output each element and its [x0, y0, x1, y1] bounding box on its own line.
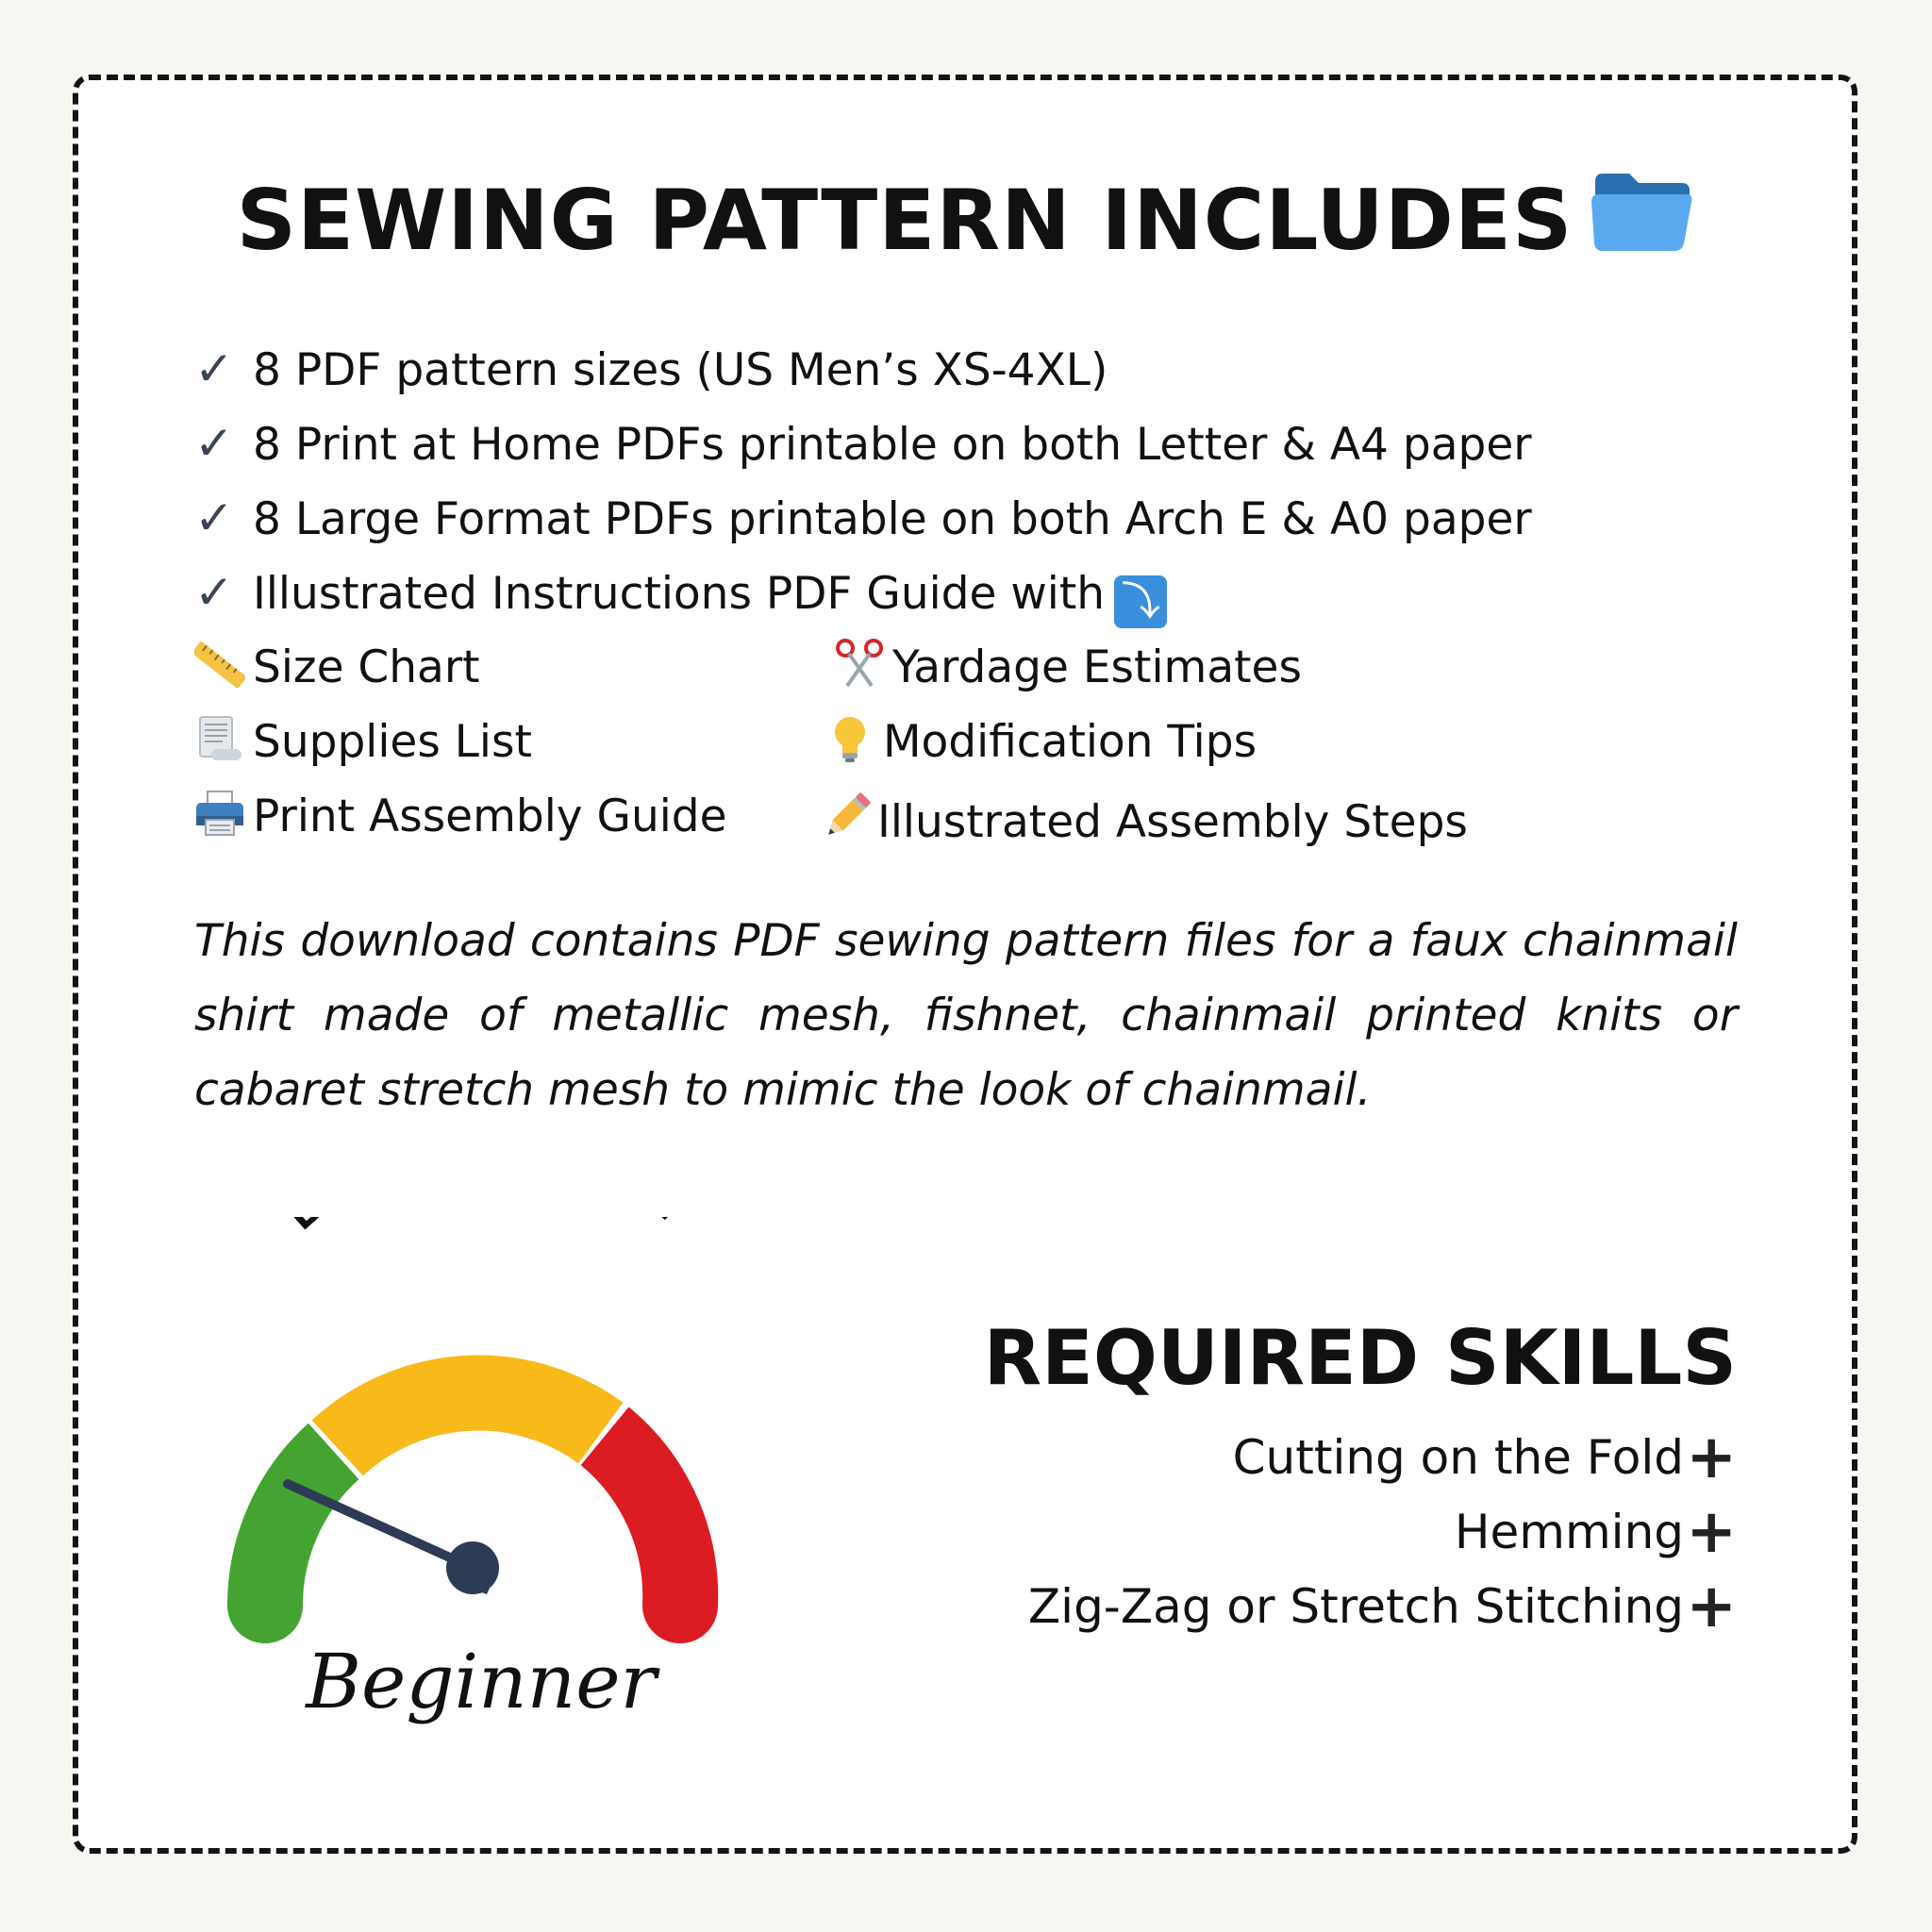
guide-item-text: Illustrated Assembly Steps: [877, 796, 1468, 848]
pencil-icon: [819, 788, 877, 858]
guide-item-text: Yardage Estimates: [892, 641, 1302, 693]
printer-icon: [194, 788, 253, 853]
guide-item-text: Print Assembly Guide: [253, 791, 727, 842]
difficulty-heading-text: [258, 1217, 724, 1247]
checkmark-icon: ✓: [194, 341, 234, 396]
skill-text: Hemming: [1454, 1505, 1684, 1559]
list-item: [194, 788, 727, 853]
skill-text: Zig-Zag or Stretch Stitching: [1027, 1579, 1684, 1634]
description-text: This download contains PDF sewing pattern files for a faux chainmail shirt made of metallic mesh, fishnet, chainmail printed knits or cabaret stretch mesh to mimic the look of chainmail.: [194, 915, 1738, 1116]
plus-icon: +: [1686, 1497, 1737, 1567]
gauge-cap-hard: [642, 1568, 718, 1643]
page-title: [0, 168, 1932, 274]
guide-item-text: Size Chart: [253, 641, 480, 693]
skills-heading: REQUIRED SKILLS: [983, 1314, 1737, 1402]
difficulty-heading: [258, 1217, 724, 1247]
list-item: [834, 639, 1302, 704]
checkmark-icon: ✓: [194, 491, 234, 545]
skill-item: [1232, 1423, 1737, 1492]
include-text: 8 Print at Home PDFs printable on both Letter & A4 paper: [253, 419, 1532, 471]
lightbulb-icon: [824, 713, 883, 778]
title-text: SEWING PATTERN INCLUDES: [236, 172, 1574, 269]
gauge-needle: [288, 1484, 499, 1594]
list-item: [194, 415, 1532, 474]
list-item: [194, 639, 480, 704]
list-item: [194, 341, 1108, 399]
skill-item: [1027, 1572, 1737, 1641]
difficulty-gauge: [208, 1217, 755, 1745]
list-item: [194, 490, 1532, 548]
list-item: [194, 713, 532, 778]
checkmark-icon: ✓: [194, 416, 234, 471]
ruler-icon: [194, 639, 253, 704]
include-text: Illustrated Instructions PDF Guide with: [253, 568, 1106, 620]
scissors-icon: [834, 639, 892, 704]
list-item: [819, 788, 1468, 858]
skill-text: Cutting on the Fold: [1232, 1430, 1684, 1485]
list-item: [194, 564, 1167, 628]
scroll-icon: [194, 713, 253, 778]
guide-item-text: Supplies List: [253, 716, 532, 768]
gauge-cap-easy: [227, 1568, 303, 1643]
folder-icon: [1590, 168, 1695, 274]
plus-icon: +: [1686, 1572, 1737, 1641]
checkmark-icon: ✓: [194, 565, 234, 620]
arrow-down-right-icon: ⤵: [1114, 575, 1167, 628]
guide-item-text: Modification Tips: [883, 716, 1257, 768]
skill-item: [1454, 1497, 1737, 1567]
list-item: [824, 713, 1257, 778]
include-text: 8 PDF pattern sizes (US Men’s XS-4XL): [253, 344, 1108, 396]
gauge-segment-medium: [338, 1393, 601, 1448]
plus-icon: +: [1686, 1423, 1737, 1492]
include-text: 8 Large Format PDFs printable on both Arch E & A0 paper: [253, 493, 1532, 545]
difficulty-level: Beginner: [306, 1638, 657, 1725]
